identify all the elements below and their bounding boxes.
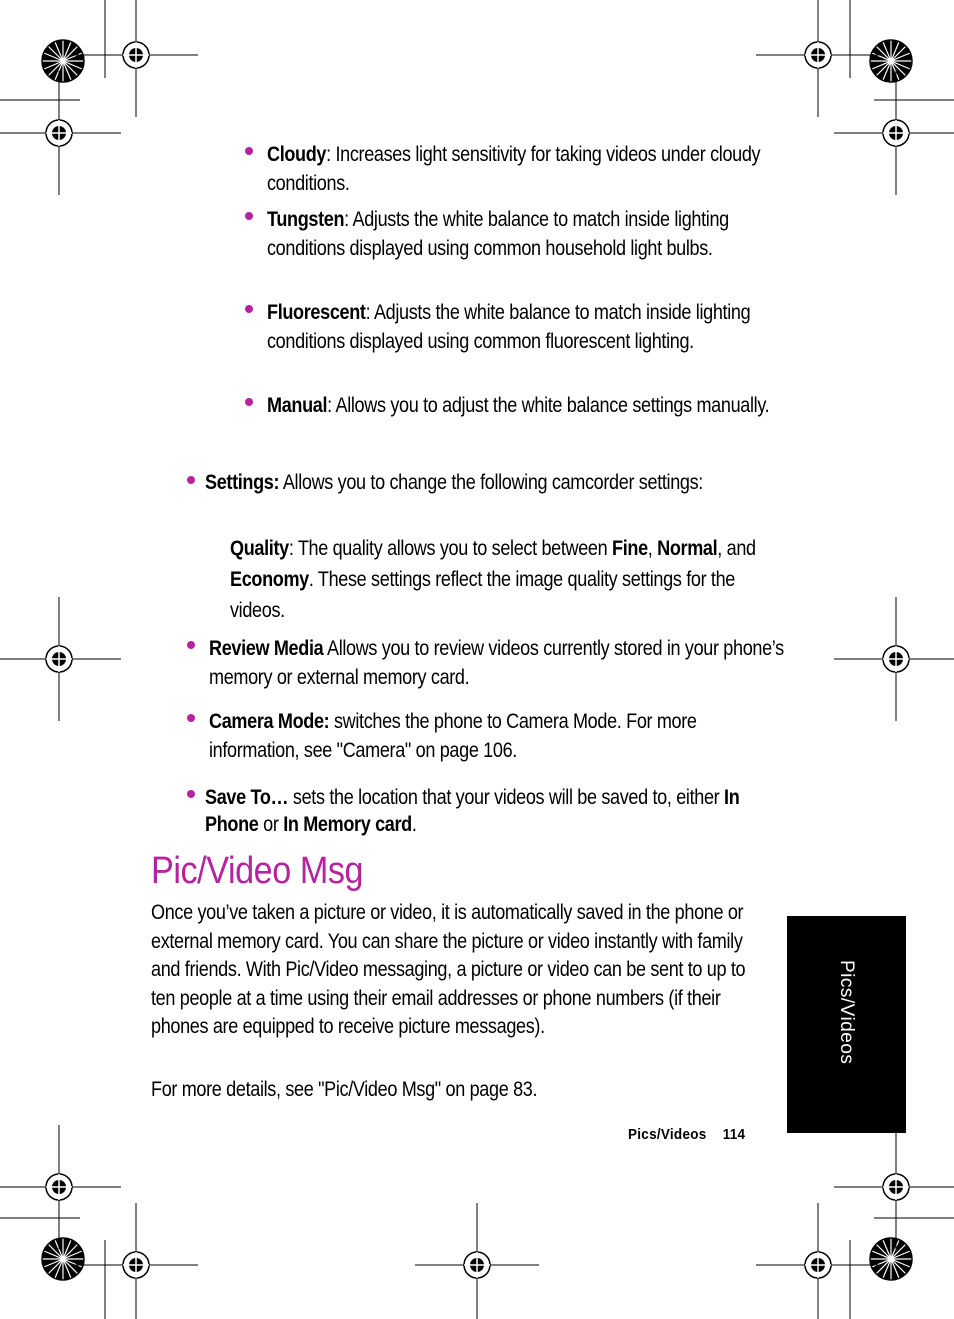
list-item-camera-mode [209, 707, 785, 765]
option-term: Review Media [209, 637, 324, 660]
quality-text: , and [717, 537, 756, 560]
option-description: . [411, 813, 417, 836]
section-title: Pic/Video Msg [151, 850, 364, 892]
quality-text: : The quality allows you to select between [288, 537, 613, 560]
option-term: Tungsten [267, 208, 345, 231]
option-term: Save To… [205, 786, 289, 809]
bullet-icon [187, 790, 195, 798]
option-description: switches the phone to Camera Mode. For more information, see "Camera" on page 106. [209, 710, 697, 762]
bullet-icon [245, 305, 253, 313]
option-description: Adjusts the white balance to match inside lighting conditions displayed using common household light bulbs. [267, 208, 729, 260]
option-term: Settings: [205, 471, 280, 494]
page-footer [628, 1126, 745, 1143]
list-item-save-to [205, 784, 781, 838]
list-item-tungsten [267, 205, 783, 263]
save-option-memory-card: In Memory card [283, 813, 412, 836]
bullet-icon [187, 641, 195, 649]
quality-fine: Fine [612, 537, 648, 560]
option-description: Increases light sensitivity for taking videos under cloudy conditions. [267, 143, 761, 195]
bullet-icon [187, 476, 195, 484]
bullet-icon [245, 212, 253, 220]
option-term: Fluorescent [267, 301, 366, 324]
chapter-tab-label: Pics/Videos [836, 960, 857, 1065]
page-number: 114 [722, 1126, 746, 1143]
option-term: Camera Mode: [209, 710, 330, 733]
list-item-settings [205, 469, 730, 496]
separator: : [326, 143, 336, 166]
option-term: Manual [267, 394, 328, 417]
list-item-review-media [209, 634, 785, 692]
option-description: or [258, 813, 284, 836]
quality-normal: Normal [657, 537, 718, 560]
list-item-manual [267, 391, 783, 420]
quality-description [230, 533, 763, 626]
quality-economy: Economy [230, 568, 309, 591]
bullet-icon [187, 714, 195, 722]
body-paragraph: For more details, see "Pic/Video Msg" on page 83. [151, 1078, 538, 1101]
option-description: Allows you to adjust the white balance settings manually. [335, 394, 770, 417]
quality-text: , [647, 537, 658, 560]
list-item-fluorescent [267, 298, 783, 356]
chapter-tab [787, 916, 906, 1133]
separator: : [344, 208, 353, 231]
save-option-phone: In Phone [205, 786, 740, 836]
list-item-cloudy [267, 140, 783, 198]
option-description: sets the location that your videos will be saved to, either [288, 786, 725, 809]
quality-term: Quality [230, 537, 289, 560]
quality-text: . These settings reflect the image quality settings for the videos. [230, 568, 735, 622]
option-term: Cloudy [267, 143, 327, 166]
option-description: Adjusts the white balance to match inside lighting conditions displayed using common fluorescent lighting. [267, 301, 751, 353]
separator: : [327, 394, 336, 417]
bullet-icon [245, 147, 253, 155]
option-description: Allows you to review videos currently stored in your phone’s memory or external memory card. [209, 637, 784, 689]
option-description: Allows you to change the following camcorder settings: [279, 471, 703, 494]
body-paragraph: Once you’ve taken a picture or video, it is automatically saved in the phone or external memory card. You can share the picture or video instantly with family and friends. With Pic/Video messaging, a picture or video can be sent to up to ten people at a time using their email addresses or phone numbers (if their phones are equipped to receive picture messages). [151, 901, 746, 1039]
footer-section: Pics/Videos [628, 1126, 707, 1143]
bullet-icon [245, 398, 253, 406]
separator: : [365, 301, 374, 324]
